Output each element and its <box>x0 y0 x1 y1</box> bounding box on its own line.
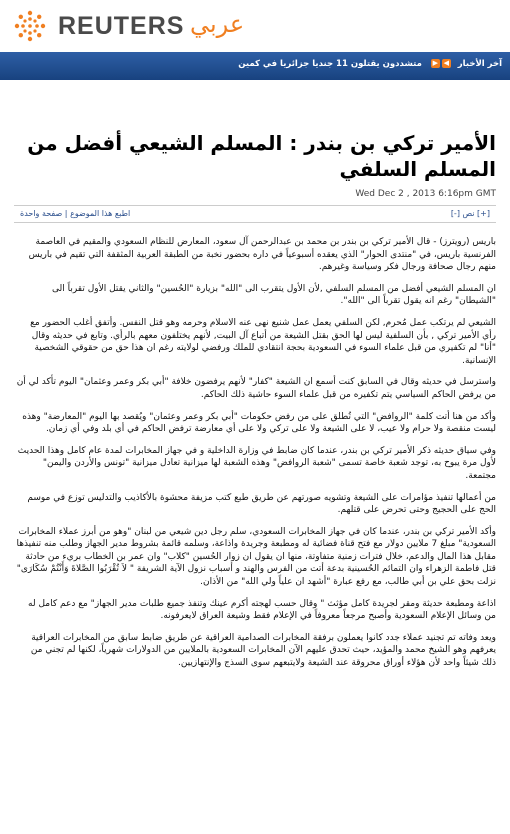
site-header <box>0 0 510 52</box>
print-options <box>20 209 130 218</box>
article-paragraph: وفي سياق حديثه ذكر الأمير تركي بن بندر، عندما كان ضابط في وزارة الداخلية و في جهاز المخابرات لمدة عام كامل وهذا الحديث لأول مرة يبوح به، توجد شعبة خاصة تسمى "شعبة الروافض" وهذه الشعبة لها ميزانية تعادل ميزانية "تونس والأردن واليمن" مجتمعة. <box>17 445 496 481</box>
ticker-headline-link[interactable]: متشددون يقتلون 11 جنديا جزائريا في كمين <box>238 59 422 69</box>
single-page-link[interactable]: صفحة واحدة <box>20 209 63 218</box>
news-ticker <box>0 52 510 80</box>
article-paragraph: وأكد الأمير تركي بن بندر، عندما كان في جهاز المخابرات السعودي، سلم رجل دين شيعي من لبنان "وهو من أبرز عملاء المخابرات السعودية" مبلغ 7 ملايين دولار مع فتح قناة فضائية له ومطبعة وجريدة واذاعة، وسلمه قائمة بشروط مدير الجهاز وطلب منه تنفيذها مقابل هذا المال والدعم، خلال فترات زمنية متفاوتة، منها ان يقول ان زوار الحُسين "كلاب" وان عمر بن الخطاب بريء من حادثة قتل فاطمة الزهراء وان التمائم الحُسينية بدعة أتت من الفرس والهند و أسباب نزول الآية الشريفة " لاَ تُقْرَبُوا الصَّلاةَ وَأَنْتُمْ سُكَارَى" نزلت بحق علي بن أبي طالب، مع رفع عبارة "أشهد ان علياً ولي الله" من الأذان. <box>16 526 496 588</box>
separator: | <box>62 209 68 218</box>
article-timestamp: Wed Dec 2 , 2013 6:16pm GMT <box>355 189 496 199</box>
article-paragraph: وأكد من هنا أتت كلمة "الروافض" التي تُطلق على من رفض حكومات "أبي بكر وعمر وعثمان" ويُقصد بها اليوم "المعارضة" وهذه ليست منقصة ولا حرام ولا عيب، لا على الشيعة ولا على تركي ولا على أي معارضة ترفض الحاكم في أي بلد وفي أي زمان. <box>22 411 496 435</box>
article-paragraph: واسترسل في حديثه وقال في السابق كنت أسمع ان الشيعة "كفار" لأنهم يرفضون خلافة "أبي بكر وعمر وعثمان" اليوم تأكد لي أن من يرفض الحاكم السياسي يتم تكفيره من قبل علماء السوء حاشية ذلك الحاكم. <box>16 377 496 400</box>
article-body <box>14 236 496 679</box>
reuters-wordmark[interactable]: REUTERS <box>58 12 185 40</box>
ticker-controls <box>429 59 451 69</box>
article-paragraph: الشيعي لم يرتكب عمل مُحرم, لكن السلفي يعمل عمل شنيع نهى عنه الاسلام وحرمه وهو قتل النفس. وأتفق أغلب الحضور مع رأي الأمير تركي , بأن السلفية ليس لها الحق بقتل الشيعة من أتباع آل البيت, لأنهم يختلفون معهم بالرأي. وتابع في حديثه وقال "أنا" لم تكفيري من قبل علماء السوء في السعودية بحجة انتقادي للملك ورفضي لولايته رغم ان هذا حق من حقوقي الشخصية الإنسانية. <box>30 317 496 366</box>
article-paragraph: من أعمالها تنفيذ مؤامرات على الشيعة وتشويه صورتهم عن طريق طبع كتب مزيفة محشوة بالأكاذيب والتدليس توزع في موسم الحج على الحجيج وحتى تحرض على قتلهم. <box>27 492 496 516</box>
ticker-label: آخر الأخبار <box>457 59 502 69</box>
ticker-prev-icon[interactable]: ▶ <box>432 59 438 67</box>
article-paragraph: اذاعة ومطبعة حديثة ومقر لجريدة كامل مؤثث " وقال حسب لهجته أكرم عينك وتنفذ جميع طلبات مدير الجهاز" مع دعم كامل له من وسائل الإعلام السعودية وأصبح مرجعاً معروفاً في الإعلام فقط وشيعة العراق لايعرفونه. <box>28 598 496 622</box>
article-toolbar <box>14 205 496 223</box>
reuters-logo-icon[interactable] <box>14 10 46 42</box>
ticker-next-icon[interactable]: ◀ <box>443 59 449 67</box>
print-link[interactable]: اطبع هذا الموضوع <box>70 209 131 218</box>
article-paragraph: ان المسلم الشيعي أفضل من المسلم السلفي ,لأن الأول يتقرب الى "الله" بزيارة "الحُسين" والثاني يقتل الأول تقرباً الى "الشيطان" رغم انه يقول تقرباً الى "الله". <box>51 283 496 307</box>
article-paragraph: ويعد وفاته تم تجنيد عملاء جدد كانوا يعملون برفقة المخابرات الصدامية العراقية عن طريق ضابط سابق من المخابرات العراقية يعرفهم وهو الشيخ محمد والمؤيد، حيث تحدق عليهم الآن المخابرات السعودية بالملايين من الدولارات شهرياً، لكنها لم تجني من ذلك شيئاً واحد لأن هؤلاء أوراق محروقة عند الشيعة ولايتبعهم سوى السذج والإنتهازيين. <box>30 632 496 669</box>
article-title: الأمير تركي بن بندر : المسلم الشيعي أفضل من المسلم السلفي <box>27 131 496 181</box>
article-paragraph: باريس (رويترز) - قال الأمير تركي بن بندر بن محمد بن عبدالرحمن آل سعود، المعارض للنظام السعودي والمقيم في العاصمة الفرنسية باريس، في "منتدى الحوار" الذي يعقده أسبوعياً في داره بحضور نخبة من الطبقة العربية المثقفة التي تقيم في باريس منهم رجال صحافة ورجال فكر وسياسة وغيرهم. <box>28 237 496 273</box>
arabic-edition-label[interactable]: عربي <box>190 10 245 38</box>
font-size-control[interactable]: [+] نص [-] <box>450 209 490 218</box>
